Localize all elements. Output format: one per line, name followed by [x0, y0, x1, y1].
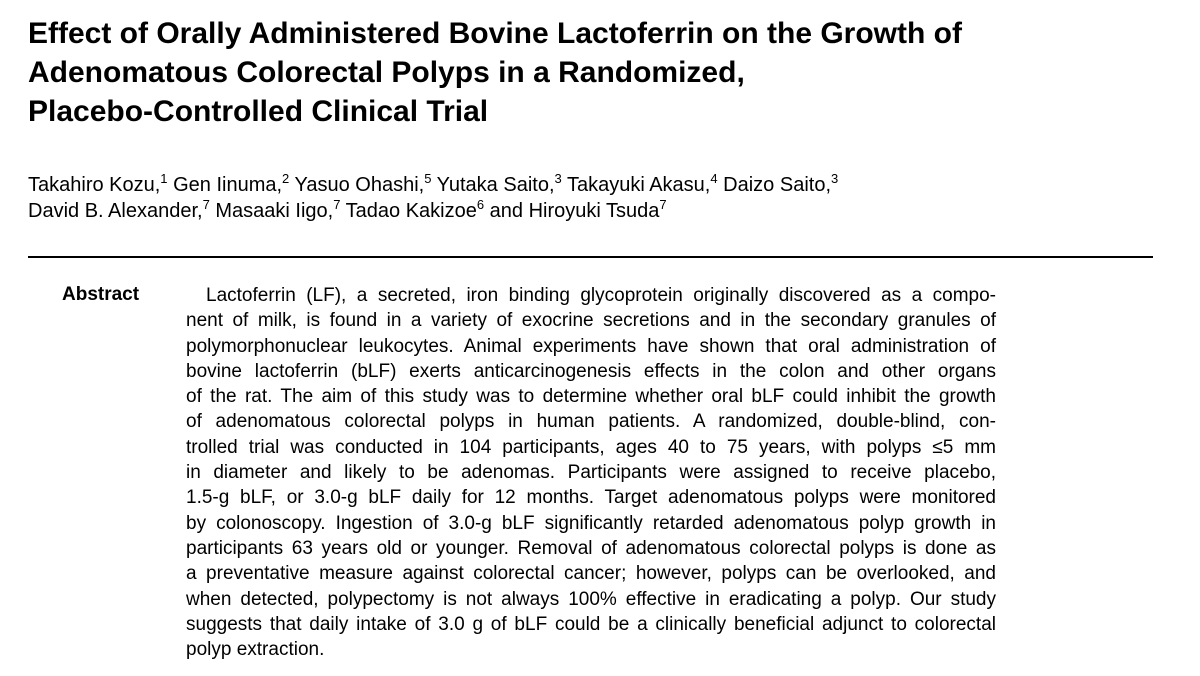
abstract-line: suggests that daily intake of 3.0 g of bLF could be a clinically beneficial adjunct to colorectal — [186, 613, 996, 635]
author-list — [28, 172, 1128, 224]
abstract-line: a preventative measure against colorectal cancer; however, polyps can be overlooked, and — [186, 563, 996, 585]
author-name: Tadao Kakizoe — [345, 200, 477, 222]
author-affiliation: 5 — [424, 171, 432, 186]
title-line: Effect of Orally Administered Bovine Lactoferrin on the Growth of — [28, 17, 962, 50]
author-affiliation: 7 — [659, 197, 667, 212]
author-affiliation: 7 — [202, 197, 210, 212]
abstract-line: trolled trial was conducted in 104 participants, ages 40 to 75 years, with polyps ≤5 mm — [186, 436, 996, 458]
author-name: Gen Iinuma, — [173, 174, 283, 196]
abstract-line: polymorphonuclear leukocytes. Animal experiments have shown that oral administration of — [186, 335, 996, 357]
abstract-line: participants 63 years old or younger. Removal of adenomatous colorectal polyps is done as — [186, 537, 996, 559]
abstract-line: 1.5-g bLF, or 3.0-g bLF daily for 12 months. Target adenomatous polyps were monitored — [186, 487, 996, 509]
author-name: Yasuo Ohashi, — [294, 174, 425, 196]
author-affiliation: 2 — [282, 171, 290, 186]
author-affiliation: 1 — [160, 171, 168, 186]
author-name: and Hiroyuki Tsuda — [489, 200, 660, 222]
author-line — [28, 198, 1128, 224]
abstract-text — [186, 283, 996, 662]
author-affiliation: 3 — [831, 171, 839, 186]
author-name: Daizo Saito, — [723, 174, 832, 196]
abstract-line: in diameter and likely to be adenomas. Participants were assigned to receive placebo, — [186, 462, 996, 484]
author-name: Yutaka Saito, — [436, 174, 555, 196]
author-name: David B. Alexander, — [28, 200, 203, 222]
abstract-line: bovine lactoferrin (bLF) exerts anticarcinogenesis effects in the colon and other organs — [186, 360, 996, 382]
abstract-line: when detected, polypectomy is not always 100% effective in eradicating a polyp. Our study — [186, 588, 996, 610]
author-affiliation: 7 — [333, 197, 341, 212]
author-affiliation: 3 — [554, 171, 562, 186]
abstract-line: by colonoscopy. Ingestion of 3.0-g bLF significantly retarded adenomatous polyp growth in — [186, 512, 996, 534]
abstract-line: of the rat. The aim of this study was to determine whether oral bLF could inhibit the growth — [186, 386, 996, 408]
abstract-line: Lactoferrin (LF), a secreted, iron binding glycoprotein originally discovered as a compo- — [206, 285, 996, 306]
abstract-line: nent of milk, is found in a variety of exocrine secretions and in the secondary granules of — [186, 310, 996, 332]
author-affiliation: 6 — [476, 197, 485, 212]
abstract-line: polyp extraction. — [186, 639, 325, 661]
author-affiliation: 4 — [710, 171, 718, 186]
title-line: Placebo-Controlled Clinical Trial — [28, 95, 489, 128]
abstract-heading: Abstract — [62, 284, 140, 305]
title-line: Adenomatous Colorectal Polyps in a Randomized, — [28, 56, 745, 89]
author-line — [28, 172, 1128, 198]
author-name: Takahiro Kozu, — [28, 174, 161, 196]
author-name: Takayuki Akasu, — [566, 174, 711, 196]
author-name: Masaaki Iigo, — [215, 200, 334, 222]
section-divider — [28, 256, 1153, 258]
abstract-line: of adenomatous colorectal polyps in human patients. A randomized, double-blind, con- — [186, 411, 996, 433]
paper-title — [28, 14, 1108, 131]
